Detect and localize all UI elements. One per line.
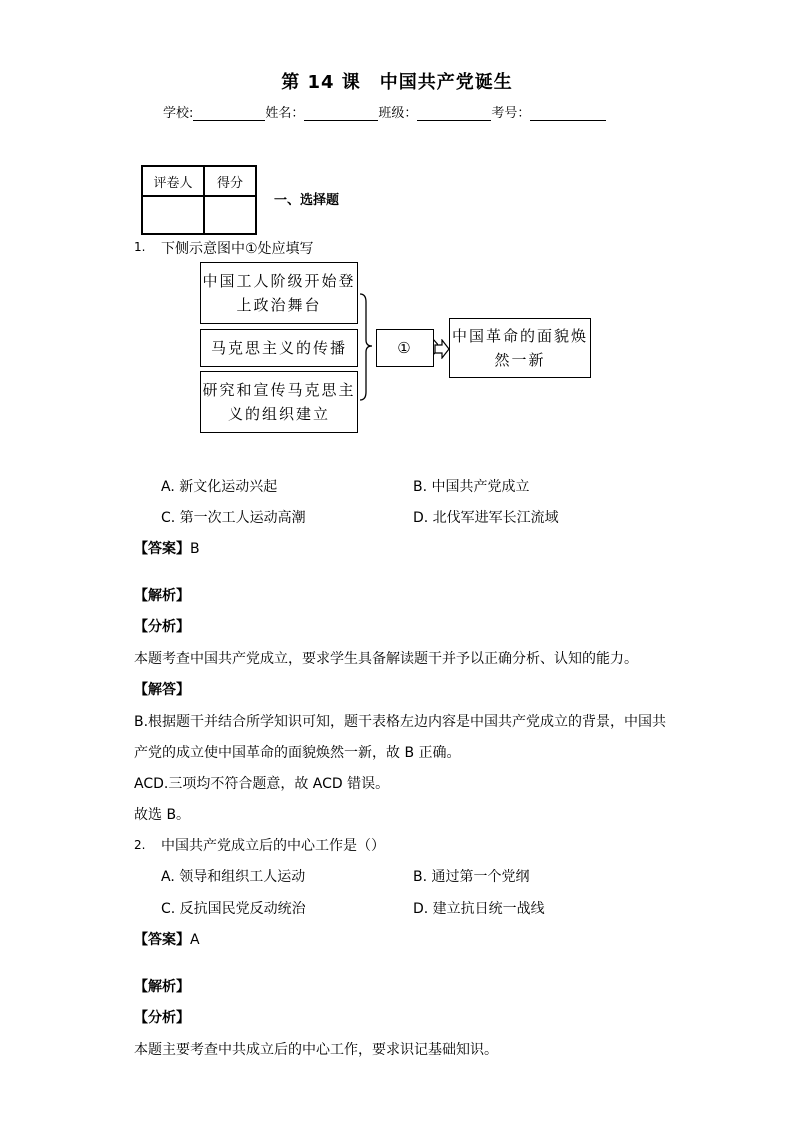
diagram-box-organization: 研究和宣传马克思主义的组织建立: [200, 371, 358, 433]
school-blank: [193, 106, 265, 121]
q2-number: 2.: [134, 838, 146, 852]
q1-option-a: A. 新文化运动兴起: [161, 479, 278, 495]
school-label: 学校:: [163, 106, 194, 121]
q1-jieda-line1: B.根据题干并结合所学知识可知，题干表格左边内容是中国共产党成立的背景，中国共: [134, 714, 667, 730]
grader-cell: [142, 196, 204, 234]
q2-stem: 中国共产党成立后的中心工作是（）: [161, 838, 385, 854]
diagram-box-result: 中国革命的面貌焕然一新: [449, 318, 591, 378]
q1-analysis-label: 【解析】: [134, 588, 190, 604]
q2-option-d: D. 建立抗日统一战线: [413, 901, 545, 917]
q1-answer-label: 【答案】: [134, 541, 190, 557]
q1-option-c: C. 第一次工人运动高潮: [161, 510, 306, 526]
q1-conclusion: 故选 B。: [134, 807, 191, 823]
q1-jieda-label: 【解答】: [134, 682, 190, 698]
q1-jieda-line3: ACD.三项均不符合题意，故 ACD 错误。: [134, 776, 390, 792]
q2-answer-value: A: [190, 932, 200, 948]
q2-analysis-label: 【解析】: [134, 979, 190, 995]
score-cell: [204, 196, 256, 234]
q2-option-b: B. 通过第一个党纲: [413, 869, 530, 885]
section-title: 一、选择题: [274, 193, 340, 208]
q1-fenxi-label: 【分析】: [134, 619, 190, 635]
q2-answer: [134, 929, 200, 949]
brace-icon: [360, 294, 372, 400]
diagram-box-workers: 中国工人阶级开始登上政治舞台: [200, 262, 358, 324]
q2-answer-label: 【答案】: [134, 932, 190, 948]
q2-fenxi-text: 本题主要考查中共成立后的中心工作，要求识记基础知识。: [134, 1042, 498, 1058]
score-table: [141, 165, 257, 235]
grader-header: 评卷人: [142, 166, 204, 196]
page-title: 第 14 课 中国共产党诞生: [281, 72, 513, 93]
diagram-box-marxism: 马克思主义的传播: [200, 329, 358, 367]
q1-answer: [134, 538, 200, 558]
student-info-line: [163, 102, 606, 121]
q1-option-d: D. 北伐军进军长江流域: [413, 510, 559, 526]
class-blank: [417, 106, 491, 121]
name-label: 姓名：: [265, 106, 305, 121]
name-blank: [304, 106, 378, 121]
class-label: 班级：: [378, 106, 418, 121]
q2-option-c: C. 反抗国民党反动统治: [161, 901, 306, 917]
exam-no-label: 考号：: [491, 106, 531, 121]
exam-no-blank: [530, 106, 606, 121]
q1-jieda-line2: 产党的成立使中国革命的面貌焕然一新，故 B 正确。: [134, 745, 461, 761]
hollow-arrow-icon: [434, 339, 450, 359]
score-header: 得分: [204, 166, 256, 196]
q1-option-b: B. 中国共产党成立: [413, 479, 530, 495]
diagram-box-blank: ①: [376, 329, 434, 367]
q1-stem: 下侧示意图中①处应填写: [161, 241, 314, 257]
q2-fenxi-label: 【分析】: [134, 1010, 190, 1026]
q1-number: 1.: [134, 240, 146, 254]
q2-option-a: A. 领导和组织工人运动: [161, 869, 306, 885]
q1-fenxi-text: 本题考查中国共产党成立，要求学生具备解读题干并予以正确分析、认知的能力。: [134, 651, 638, 667]
q1-answer-value: B: [190, 541, 200, 557]
